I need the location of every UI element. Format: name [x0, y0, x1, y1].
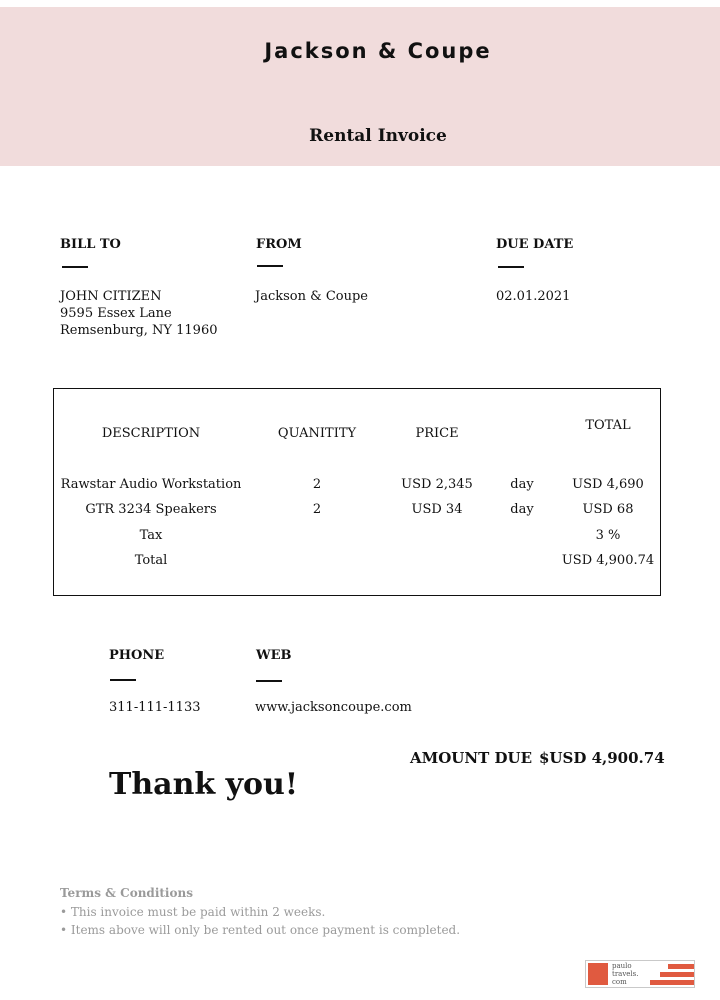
amount-due-label: AMOUNT DUE [410, 749, 533, 767]
header-description: DESCRIPTION [101, 426, 201, 441]
row-description: Rawstar Audio Workstation [60, 477, 242, 492]
logo-line: travels. [612, 970, 639, 978]
terms-title: Terms & Conditions [60, 886, 193, 900]
from-rule [257, 265, 283, 267]
row-quantity: 2 [312, 502, 322, 517]
phone-rule [110, 679, 136, 681]
from-name: Jackson & Coupe [255, 289, 368, 304]
header-total: TOTAL [585, 418, 631, 433]
terms-item: • Items above will only be rented out once payment is completed. [60, 923, 461, 937]
row-unit: day [510, 502, 534, 517]
logo-line: com [612, 978, 627, 986]
logo-text [612, 962, 639, 986]
logo-line: paulo [612, 962, 632, 970]
row-total: USD 4,690 [572, 477, 644, 492]
amount-due-value: $USD 4,900.74 [539, 749, 665, 767]
bill-to-name: JOHN CITIZEN [60, 289, 162, 304]
logo-stripe [650, 980, 694, 985]
bill-to-rule [62, 266, 88, 268]
bill-to-city: Remsenburg, NY 11960 [60, 323, 218, 338]
row-quantity: 2 [312, 477, 322, 492]
row-price: USD 2,345 [401, 477, 473, 492]
bill-to-label: BILL TO [60, 237, 121, 252]
phone-label: PHONE [109, 648, 165, 663]
row-description: GTR 3234 Speakers [85, 502, 217, 517]
terms-item: • This invoice must be paid within 2 weeks. [60, 905, 326, 919]
web-rule [256, 680, 282, 682]
total-label: Total [134, 553, 168, 568]
web-link[interactable]: www.jacksoncoupe.com [255, 700, 412, 715]
company-title: Jackson & Coupe [264, 39, 492, 63]
logo-mark [588, 963, 608, 985]
logo-stripe [660, 972, 694, 977]
bill-to-street: 9595 Essex Lane [60, 306, 172, 321]
header-price: PRICE [415, 426, 459, 441]
watermark-logo [585, 960, 695, 988]
from-label: FROM [256, 237, 302, 252]
due-date-value: 02.01.2021 [496, 289, 571, 304]
tax-value: 3 % [595, 528, 621, 543]
tax-label: Tax [139, 528, 163, 543]
total-value: USD 4,900.74 [561, 553, 655, 568]
invoice-title: Rental Invoice [309, 126, 447, 146]
logo-stripe [668, 964, 694, 969]
row-total: USD 68 [582, 502, 634, 517]
items-table [53, 388, 661, 596]
header-quantity: QUANITITY [277, 426, 357, 441]
thank-you-heading: Thank you! [109, 767, 299, 802]
bill-to-address [60, 288, 218, 339]
row-unit: day [510, 477, 534, 492]
invoice-header [0, 7, 720, 166]
due-date-rule [498, 266, 524, 268]
due-date-label: DUE DATE [496, 237, 574, 252]
web-label: WEB [256, 648, 292, 663]
row-price: USD 34 [411, 502, 463, 517]
phone-value: 311-111-1133 [109, 700, 201, 715]
